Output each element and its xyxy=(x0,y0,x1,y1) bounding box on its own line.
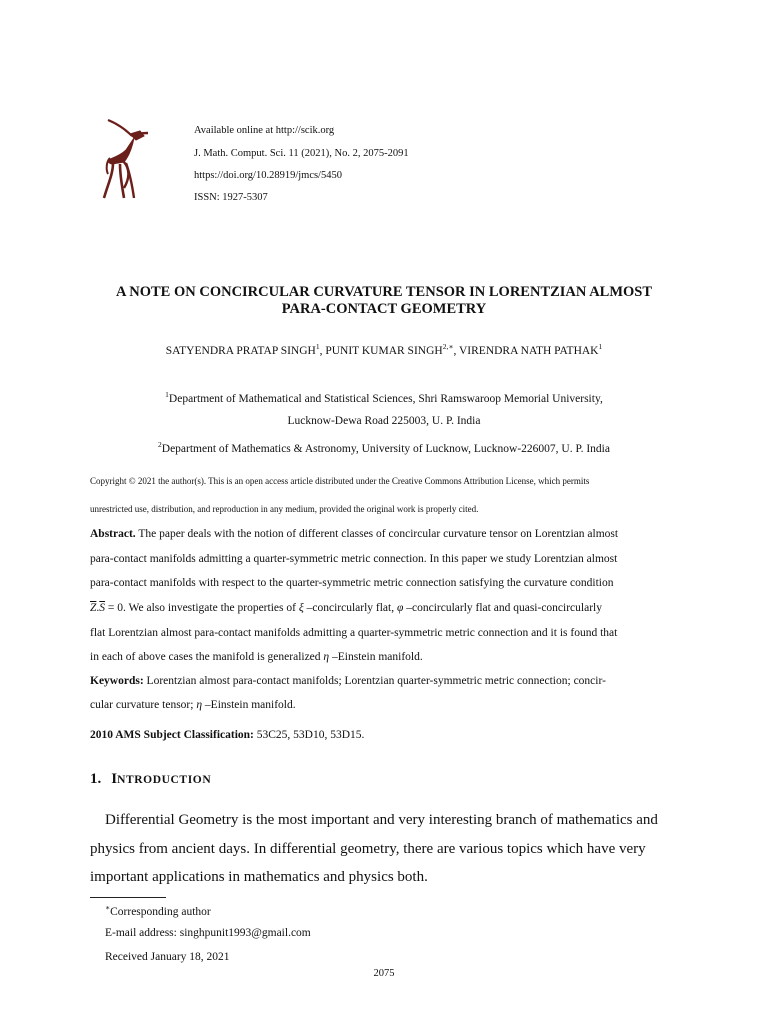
abstract-text: –Einstein manifold. xyxy=(329,651,423,663)
abstract-text: in each of above cases the manifold is generalized xyxy=(90,651,324,663)
journal-citation: J. Math. Comput. Sci. 11 (2021), No. 2, 2075-2091 xyxy=(194,148,409,159)
author-3: VIRENDRA NATH PATHAK xyxy=(458,345,599,357)
abstract-line-4 xyxy=(90,601,662,615)
author-3-sup: 1 xyxy=(598,342,603,351)
page-number: 2075 xyxy=(373,968,395,979)
abstract-text: The paper deals with the notion of different classes of concircular curvature tensor on Lorentzian almost xyxy=(135,528,619,540)
issn: ISSN: 1927-5307 xyxy=(194,192,268,203)
footnote-received: Received January 18, 2021 xyxy=(105,951,230,963)
section-title-initial: I xyxy=(111,771,118,787)
author-1-sup: 1 xyxy=(315,342,320,351)
keywords-text: Lorentzian almost para-contact manifolds; Lorentzian quarter-symmetric metric connection; concir- xyxy=(143,675,606,687)
math-s-bar: $\overline{S}$ xyxy=(99,602,106,614)
math-eta: η xyxy=(196,699,203,711)
doi-link[interactable]: https://doi.org/10.28919/jmcs/5450 xyxy=(194,170,342,181)
abstract-line-1 xyxy=(90,527,662,541)
copyright-line-2: unrestricted use, distribution, and reproduction in any medium, provided the original work is properly cited. xyxy=(90,504,479,514)
abstract-text: –concircularly flat, xyxy=(303,602,397,614)
body-line-3: important applications in mathematics and physics both. xyxy=(90,869,428,885)
keywords-line-2 xyxy=(90,698,662,712)
math-phi: φ xyxy=(397,602,404,614)
abstract-line-5: flat Lorentzian almost para-contact manifolds admitting a quarter-symmetric metric connection and it is found that xyxy=(90,627,618,639)
ams-classification xyxy=(90,728,662,742)
affiliation-2 xyxy=(60,440,708,455)
corresponding-sup: ∗ xyxy=(105,903,111,912)
section-title-rest: NTRODUCTION xyxy=(117,774,212,786)
keywords-line-1 xyxy=(90,674,662,688)
ams-label: 2010 AMS Subject Classification: xyxy=(90,729,254,741)
section-number: 1. xyxy=(90,771,102,787)
abstract-line-2: para-contact manifolds admitting a quarter-symmetric metric connection. In this paper we study Lorentzian almost xyxy=(90,553,618,565)
footnote-corresponding xyxy=(105,901,211,919)
antelope-logo-icon xyxy=(96,118,154,202)
author-separator: , xyxy=(453,345,459,357)
math-xi: ξ xyxy=(298,602,304,614)
abstract-label: Abstract. xyxy=(90,528,136,540)
affiliation-1-text: Department of Mathematical and Statistical Sciences, Shri Ramswaroop Memorial University, xyxy=(168,393,603,405)
corresponding-text: Corresponding author xyxy=(110,906,211,918)
footnote-rule xyxy=(90,897,166,898)
affiliation-2-sup: 2 xyxy=(158,440,162,449)
ams-value: 53C25, 53D10, 53D15. xyxy=(253,729,365,741)
math-dot: . xyxy=(96,602,100,614)
affiliation-1-sup: 1 xyxy=(165,390,169,399)
author-list xyxy=(60,342,708,357)
title-line-2: PARA-CONTACT GEOMETRY xyxy=(281,301,487,317)
available-online: Available online at http://scik.org xyxy=(194,125,335,136)
affiliation-1-line-1 xyxy=(60,390,708,405)
abstract-text: –concircularly flat and quasi-concircularly xyxy=(403,602,602,614)
keywords-text: cular curvature tensor; xyxy=(90,699,197,711)
math-eta: η xyxy=(323,651,330,663)
body-line-2: physics from ancient days. In differential geometry, there are various topics which have very xyxy=(90,841,646,857)
title-line-1: A NOTE ON CONCIRCULAR CURVATURE TENSOR IN LORENTZIAN ALMOST xyxy=(115,284,653,300)
section-heading xyxy=(90,771,211,788)
copyright-line-1: Copyright © 2021 the author(s). This is an open access article distributed under the Creative Commons Attribution License, which permits xyxy=(90,476,590,486)
math-z-bar: $\overline{Z}$ xyxy=(90,602,97,614)
author-2: PUNIT KUMAR SINGH xyxy=(325,345,443,357)
body-line-1: Differential Geometry is the most important and very interesting branch of mathematics and xyxy=(105,812,658,828)
author-1: SATYENDRA PRATAP SINGH xyxy=(165,345,316,357)
abstract-text: = 0. We also investigate the properties of xyxy=(105,602,299,614)
author-separator: , xyxy=(319,345,326,357)
affiliation-1-line-2: Lucknow-Dewa Road 225003, U. P. India xyxy=(287,415,481,427)
abstract-line-3: para-contact manifolds with respect to the quarter-symmetric metric connection satisfying the curvature condition xyxy=(90,577,614,589)
keywords-label: Keywords: xyxy=(90,675,144,687)
affiliation-2-text: Department of Mathematics & Astronomy, University of Lucknow, Lucknow-226007, U. P. India xyxy=(161,443,610,455)
author-2-sup: 2,∗ xyxy=(442,342,454,351)
abstract-line-6 xyxy=(90,650,662,664)
paper-title xyxy=(60,284,708,318)
footnote-email[interactable]: E-mail address: singhpunit1993@gmail.com xyxy=(105,927,311,939)
keywords-text: –Einstein manifold. xyxy=(202,699,296,711)
